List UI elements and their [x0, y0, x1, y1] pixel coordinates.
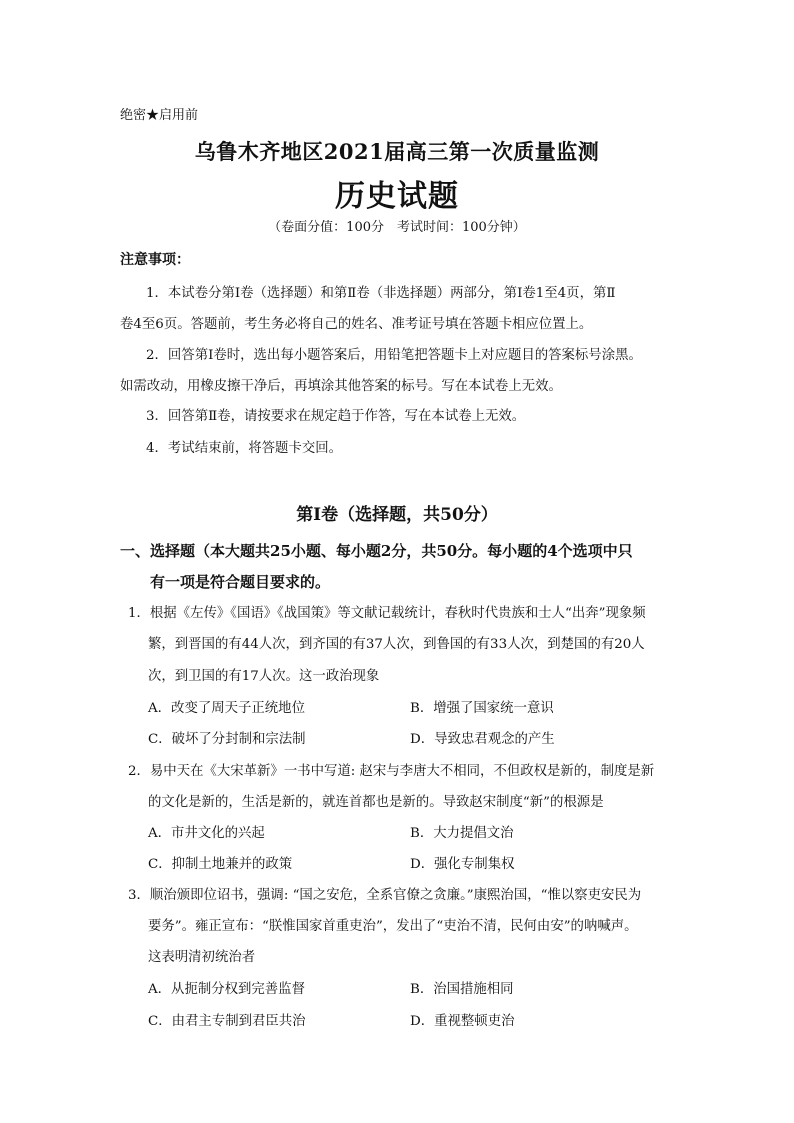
- option-a: A．市井文化的兴起: [148, 826, 265, 841]
- option-b: B．大力提倡文治: [410, 826, 514, 841]
- question-stem-line: 的文化是新的，生活是新的，就连首都也是新的。导致赵宋制度“新”的根源是: [148, 795, 604, 810]
- exam-meta: （卷面分值：100分 考试时间：100分钟）: [268, 220, 526, 235]
- section-heading: 第Ⅰ卷（选择题，共50分）: [296, 505, 498, 525]
- part-instruction: 一、选择题（本大题共25小题、每小题2分，共50分。每小题的4个选项中只: [120, 542, 633, 560]
- option-d: D．重视整顿吏治: [410, 1014, 515, 1029]
- option-c: C．由君主专制到君臣共治: [148, 1014, 306, 1029]
- question-stem-line: 1．根据《左传》《国语》《战国策》等文献记载统计，春秋时代贵族和士人“出奔”现象频: [128, 606, 646, 621]
- notice-line: 1．本试卷分第Ⅰ卷（选择题）和第Ⅱ卷（非选择题）两部分，第Ⅰ卷1至4页，第Ⅱ: [146, 286, 616, 301]
- option-b: B．增强了国家统一意识: [410, 701, 554, 716]
- question-stem-line: 繁，到晋国的有44人次，到齐国的有37人次，到鲁国的有33人次，到楚国的有20人: [148, 637, 645, 652]
- question-stem-line: 要务”。雍正宣布：“朕惟国家首重吏治”，发出了“吏治不清，民何由安”的呐喊声。: [148, 919, 638, 934]
- question-stem-line: 2．易中天在《大宋革新》一书中写道: 赵宋与李唐大不相同，不但政权是新的，制度是新: [128, 764, 655, 779]
- notice-line: 2．回答第Ⅰ卷时，选出每小题答案后，用铅笔把答题卡上对应题目的答案标号涂黑。: [146, 348, 642, 363]
- option-a: A．改变了周天子正统地位: [148, 701, 305, 716]
- option-d: D．导致忠君观念的产生: [410, 732, 555, 747]
- option-b: B．治国措施相同: [410, 982, 514, 997]
- notice-line: 4．考试结束前，将答题卡交回。: [146, 441, 342, 456]
- subject-title: 历史试题: [335, 179, 459, 214]
- question-stem-line: 次，到卫国的有17人次。这一政治现象: [148, 669, 380, 684]
- confidential-label: 绝密★启用前: [120, 108, 199, 123]
- part-instruction: 有一项是符合题目要求的。: [150, 573, 331, 591]
- question-stem-line: 这表明清初统治者: [148, 950, 256, 965]
- option-c: C．抑制土地兼并的政策: [148, 857, 293, 872]
- notice-line: 如需改动，用橡皮擦干净后，再填涂其他答案的标号。写在本试卷上无效。: [120, 379, 562, 394]
- notice-heading: 注意事项：: [120, 252, 190, 268]
- question-stem-line: 3．顺治颁即位诏书，强调: “国之安危，全系官僚之贪廉。”康熙治国，“惟以察吏安民为: [128, 888, 642, 903]
- option-c: C．破坏了分封制和宗法制: [148, 732, 306, 747]
- exam-title: 乌鲁木齐地区2021届高三第一次质量监测: [194, 139, 600, 164]
- option-a: A．从扼制分权到完善监督: [148, 982, 305, 997]
- notice-line: 3．回答第Ⅱ卷，请按要求在规定趋于作答，写在本试卷上无效。: [146, 409, 526, 424]
- option-d: D．强化专制集权: [410, 857, 515, 872]
- notice-line: 卷4至6页。答题前，考生务必将自己的姓名、准考证号填在答题卡相应位置上。: [120, 317, 593, 332]
